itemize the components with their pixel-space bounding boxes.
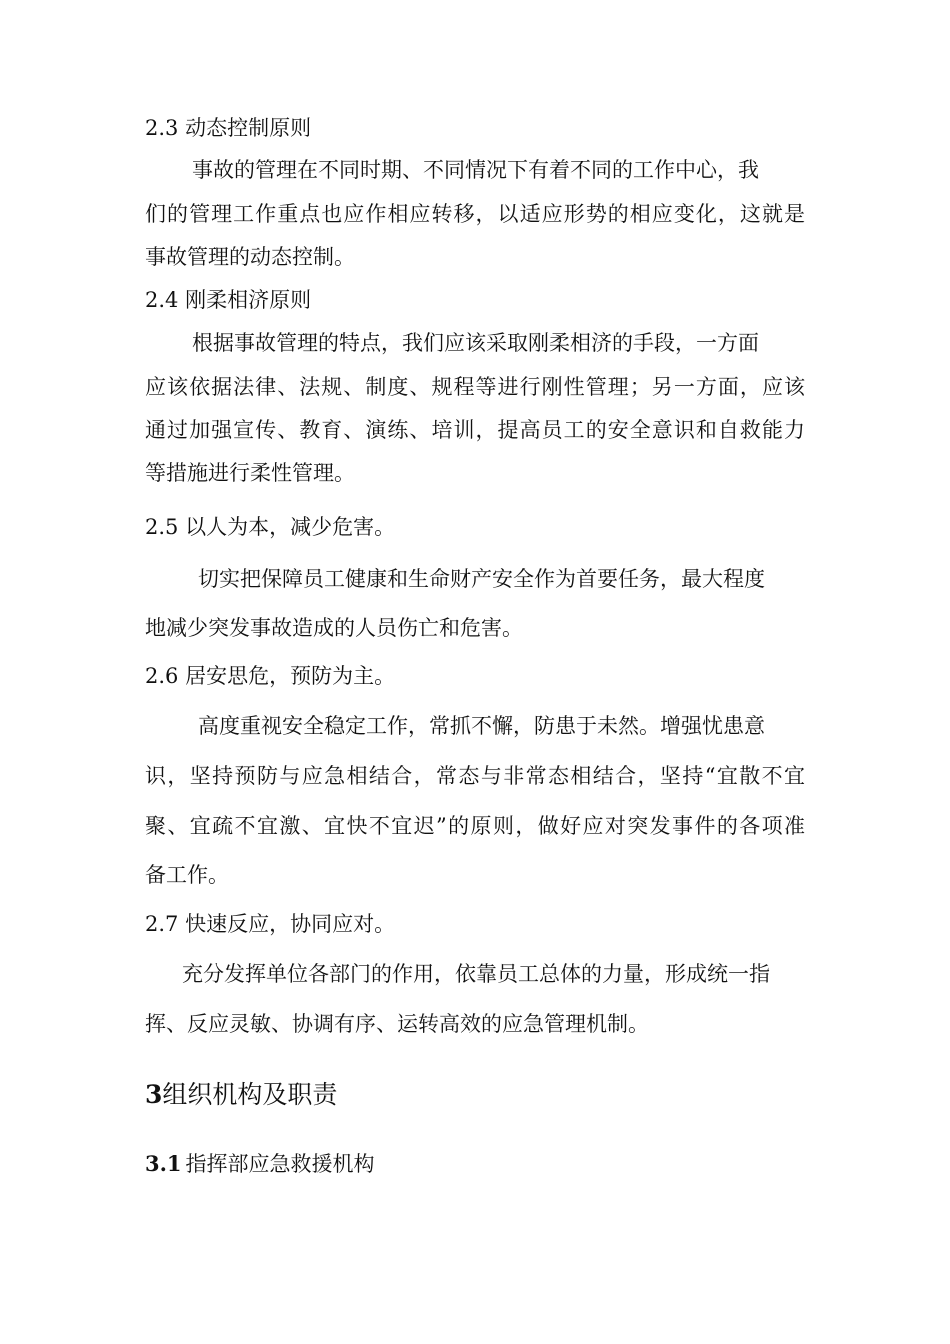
paragraph-line: 切实把保障员工健康和生命财产安全作为首要任务，最大程度 [198,567,765,591]
paragraph-line: 事故管理的动态控制。 [145,245,355,269]
section-heading-2-7: 2.7 快速反应，协同应对。 [145,912,396,936]
section-heading-2-6: 2.6 居安思危，预防为主。 [145,664,396,688]
paragraph-line: 们的管理工作重点也应作相应转移，以适应形势的相应变化，这就是 [145,202,805,226]
paragraph-line: 等措施进行柔性管理。 [145,461,355,485]
paragraph-line: 应该依据法律、法规、制度、规程等进行刚性管理；另一方面，应该 [145,375,805,399]
section-number: 3.1 [145,1151,182,1176]
paragraph-line: 根据事故管理的特点，我们应该采取刚柔相济的手段，一方面 [192,331,759,355]
paragraph-line: 聚、宜疏不宜激、宜快不宜迟”的原则，做好应对突发事件的各项准 [145,814,805,838]
section-heading-2-3: 2.3 动态控制原则 [145,116,312,140]
chapter-title: 组织机构及职责 [162,1080,338,1109]
chapter-heading-3 [145,1079,337,1111]
paragraph-line: 识，坚持预防与应急相结合，常态与非常态相结合，坚持“宜散不宜 [145,764,805,788]
section-heading-2-5: 2.5 以人为本，减少危害。 [145,515,396,539]
paragraph-line: 地减少突发事故造成的人员伤亡和危害。 [145,616,523,640]
chapter-number: 3 [145,1080,163,1109]
section-heading-2-4: 2.4 刚柔相济原则 [145,288,312,312]
paragraph-line: 事故的管理在不同时期、不同情况下有着不同的工作中心，我 [192,158,759,182]
paragraph-line: 备工作。 [145,863,229,887]
paragraph-line: 充分发挥单位各部门的作用，依靠员工总体的力量，形成统一指 [182,962,770,986]
section-heading-3-1 [145,1150,375,1178]
paragraph-line: 挥、反应灵敏、协调有序、运转高效的应急管理机制。 [145,1012,649,1036]
paragraph-line: 高度重视安全稳定工作，常抓不懈，防患于未然。增强忧患意 [198,714,765,738]
section-title: 指挥部应急救援机构 [185,1152,375,1176]
paragraph-line: 通过加强宣传、教育、演练、培训，提高员工的安全意识和自救能力 [145,418,805,442]
